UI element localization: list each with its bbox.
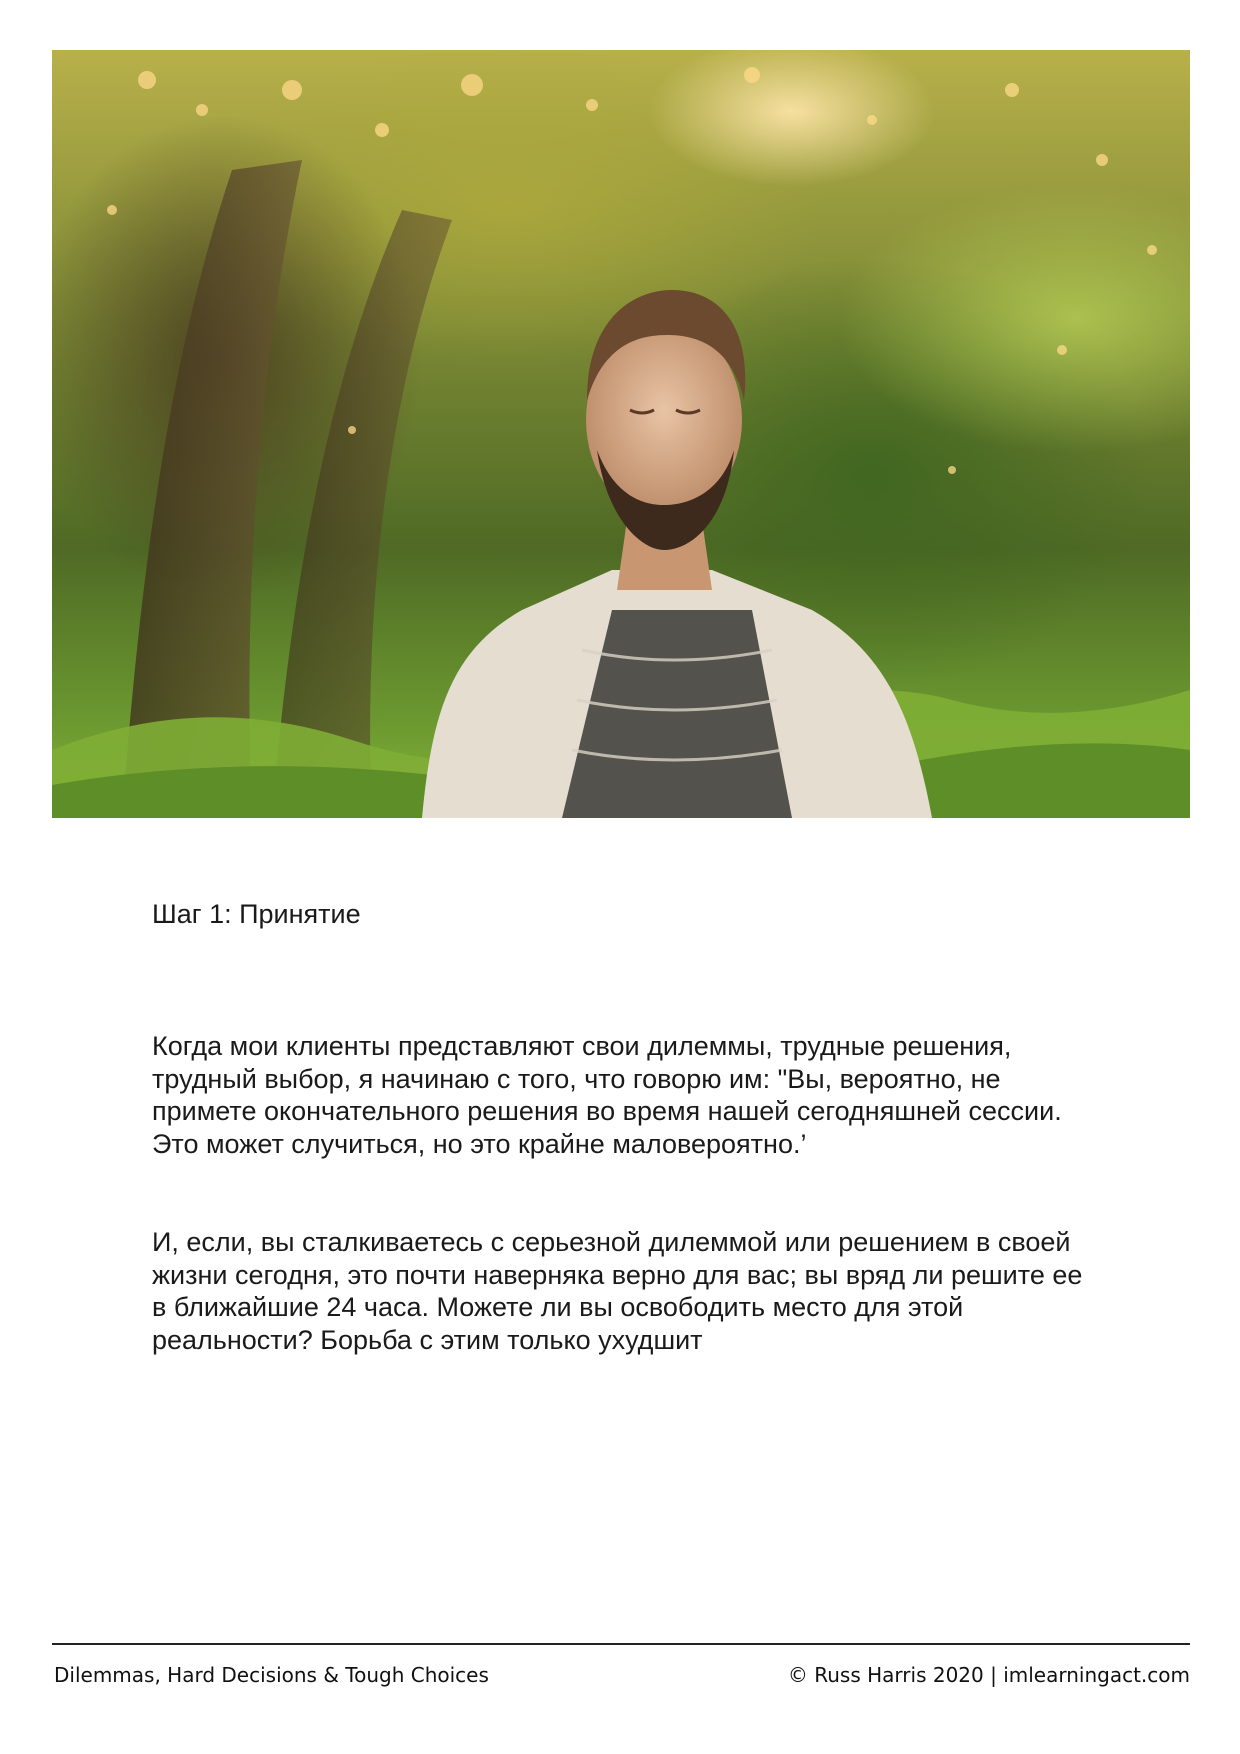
paragraph-2: И, если, вы сталкиваетесь с серьезной дилеммой или решением в своей жизни сегодня, это почти наверняка верно для вас; вы вряд ли решите ее в ближайшие 24 часа. Можете ли вы освободить место для этой реальности? Борьба с этим только ухудшит	[152, 1227, 1083, 1355]
meditating-man-illustration	[52, 50, 1190, 818]
footer-copyright: © Russ Harris 2020 | imlearningact.com	[787, 1663, 1190, 1687]
paragraph-1: Когда мои клиенты представляют свои дилеммы, трудные решения, трудный выбор, я начинаю с того, что говорю им: "Вы, вероятно, не примете окончательного решения во время нашей сегодняшней сессии. Это может случиться, но это крайне маловероятно.’	[152, 1031, 1062, 1159]
section-heading: Шаг 1: Принятие	[152, 899, 361, 929]
hero-photo	[52, 50, 1190, 818]
footer-divider	[52, 1643, 1190, 1645]
footer-title: Dilemmas, Hard Decisions & Tough Choices	[54, 1663, 489, 1687]
